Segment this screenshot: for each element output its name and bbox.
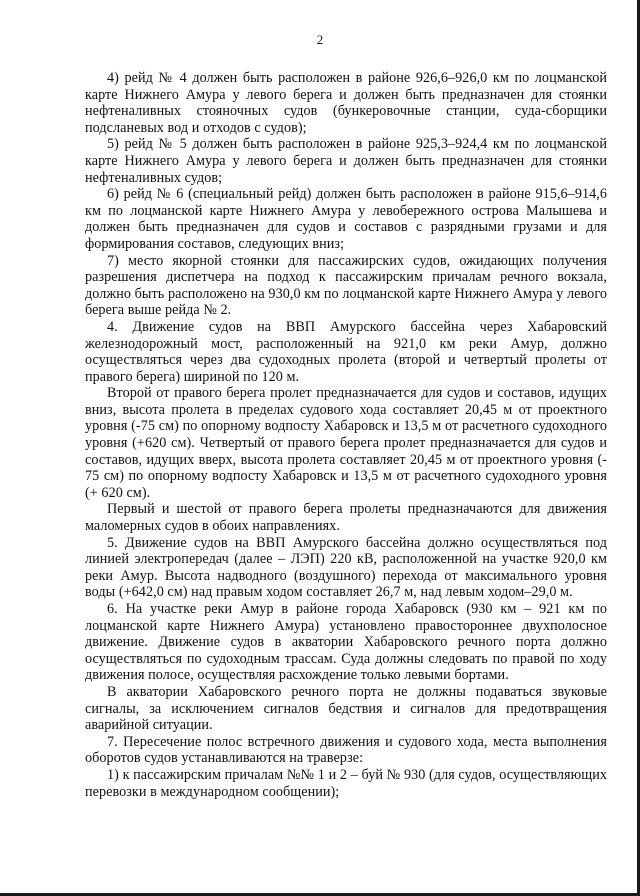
paragraph-section-4: 4. Движение судов на ВВП Амурского бассейна через Хабаровский железнодорожный мост, расположенный на 921,0 км реки Амур, должно осуществляться через два судоходных пролета (второй и четвертый пролеты от правого берега) шириной по 120 м. (85, 318, 607, 385)
paragraph-section-7: 7. Пересечение полос встречного движения и судового хода, места выполнения оборотов судов устанавливаются на траверзе: (85, 733, 607, 767)
paragraph-section-5: 5. Движение судов на ВВП Амурского бассейна должно осуществляться под линией электропередач (далее – ЛЭП) 220 кВ, расположенной на участке 920,0 км реки Амур. Высота надводного (воздушного) перехода от максимального уровня воды (+642,0 см) над правым ходом составляет 26,7 м, над левым ходом–29,0 м. (85, 534, 607, 601)
paragraph-section-6: 6. На участке реки Амур в районе города Хабаровск (930 км – 921 км по лоцманской карте Нижнего Амура) установлено правостороннее двухполосное движение. Движение судов в акватории Хабаровского речного порта должно осуществляться по судоходным трассам. Суда должны следовать по правой по ходу движения полосе, осуществляя расхождение только левыми бортами. (85, 601, 607, 684)
page-number: 2 (316, 32, 324, 47)
paragraph-item-1: 1) к пассажирским причалам №№ 1 и 2 – буй № 930 (для судов, осуществляющих перевозки в международном сообщении); (85, 766, 607, 800)
paragraph-sound-signals: В акватории Хабаровского речного порта не должны подаваться звуковые сигналы, за исключением сигналов бедствия и сигналов для предотвращения аварийной ситуации. (85, 683, 607, 734)
paragraph-raid-6: 6) рейд № 6 (специальный рейд) должен быть расположен в районе 915,6–914,6 км по лоцманской карте Нижнего Амура у левобережного острова Малышева и должен быть предназначен для судов и составов с разрядными грузами и для формирования составов, следующих вниз; (85, 186, 607, 252)
paragraph-raid-5: 5) рейд № 5 должен быть расположен в районе 925,3–924,4 км по лоцманской карте Нижнего Амура у левого берега и должен быть предназначен для стоянки нефтеналивных судов; (85, 136, 607, 186)
paragraph-raid-4: 4) рейд № 4 должен быть расположен в районе 926,6–926,0 км по лоцманской карте Нижнего Амура у левого берега и должен быть предназначен для стоянки нефтеналивных стояночных судов (бункеровочные станции, суда-сборщики подсланевых вод и отходов с судов); (85, 70, 607, 136)
paragraph-first-sixth-spans: Первый и шестой от правого берега пролеты предназначаются для движения маломерных судов в обоих направлениях. (85, 501, 607, 535)
document-body (85, 70, 607, 800)
paragraph-anchorage: 7) место якорной стоянки для пассажирских судов, ожидающих получения разрешения диспетчера на подход к пассажирским причалам речного вокзала, должно быть расположено на 930,0 км по лоцманской карте Нижнего Амура у левого берега выше рейда № 2. (85, 252, 607, 319)
paragraph-second-span: Второй от правого берега пролет предназначается для судов и составов, идущих вниз, высота пролета в пределах судового хода составляет 20,45 м от проектного уровня (-75 см) по опорному водпосту Хабаровск и 13,5 м от расчетного судоходного уровня (+620 см). Четвертый от правого берега пролет предназначается для судов и составов, идущих вверх, высота пролета составляет 20,45 м от проектного уровня (- 75 см) по опорному водпосту Хабаровск и 13,5 м от расчетного судоходного уровня (+ 620 см). (85, 385, 607, 501)
